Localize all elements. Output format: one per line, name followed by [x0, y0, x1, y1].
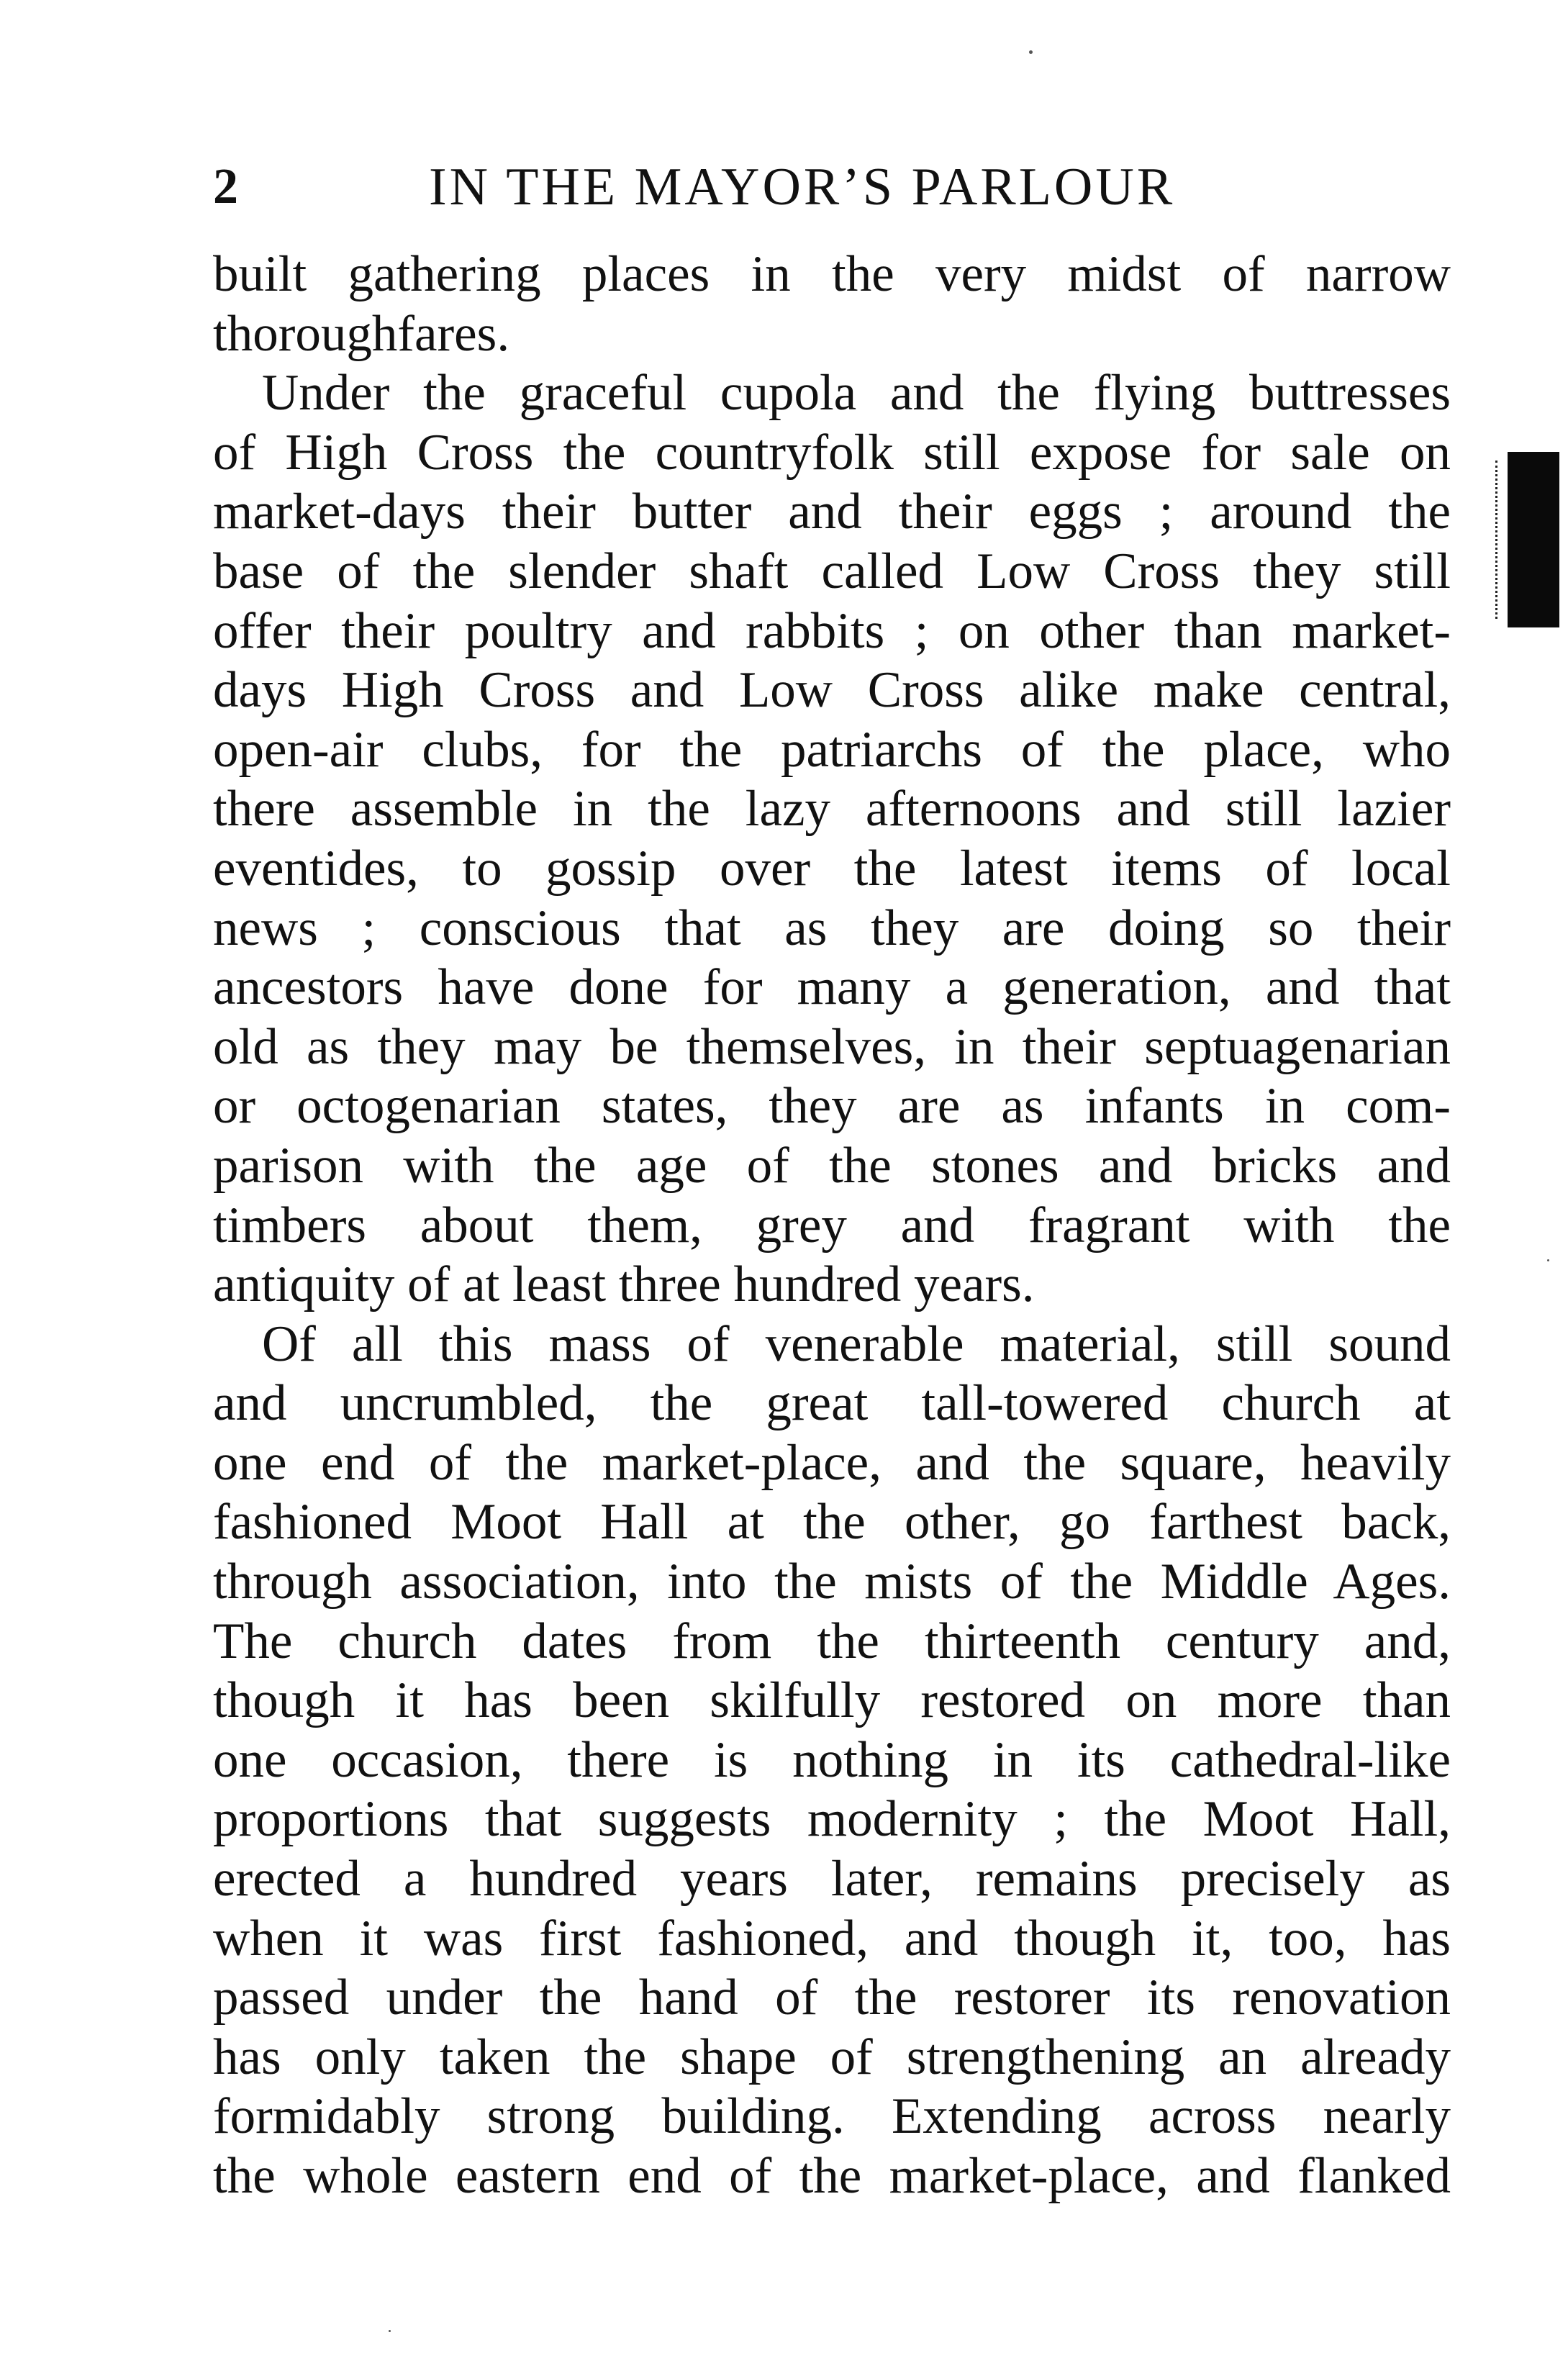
text-line: of High Cross the countryfolk still expose for sale on — [213, 424, 1451, 481]
text-line: days High Cross and Low Cross alike make central, — [213, 662, 1451, 719]
paragraph-first-line: Under the graceful cupola and the flying buttresses — [262, 365, 1451, 422]
body-text — [213, 245, 1451, 2206]
running-head: IN THE MAYOR’S PARLOUR — [429, 158, 1176, 217]
text-line: or octogenarian states, they are as infants in com- — [213, 1078, 1451, 1135]
text-line: one occasion, there is nothing in its cathedral-like — [213, 1731, 1451, 1788]
margin-mark — [1508, 452, 1559, 627]
text-line: the whole eastern end of the market-place, and flanked — [213, 2148, 1451, 2204]
text-line: formidably strong building. Extending across nearly — [213, 2088, 1451, 2145]
text-line: ancestors have done for many a generation, and that — [213, 959, 1451, 1016]
text-line: passed under the hand of the restorer its renovation — [213, 1969, 1451, 2026]
text-line: built gathering places in the very midst of narrow — [213, 246, 1451, 302]
text-line: fashioned Moot Hall at the other, go farthest back, — [213, 1494, 1451, 1551]
text-line: thoroughfares. — [213, 305, 510, 362]
paragraph-first-line: Of all this mass of venerable material, still sound — [262, 1315, 1451, 1372]
page-header — [213, 148, 1451, 227]
page-number: 2 — [213, 159, 238, 214]
text-line: market-days their butter and their eggs ; around the — [213, 484, 1451, 540]
text-line: through association, into the mists of the Middle Ages. — [213, 1554, 1451, 1610]
text-line: has only taken the shape of strengthening an already — [213, 2028, 1451, 2085]
scan-speck — [1029, 50, 1033, 54]
text-line: The church dates from the thirteenth century and, — [213, 1613, 1451, 1669]
text-line: timbers about them, grey and fragrant with the — [213, 1197, 1451, 1253]
text-line: offer their poultry and rabbits ; on other than market- — [213, 602, 1451, 659]
text-line: news ; conscious that as they are doing so their — [213, 899, 1451, 956]
text-line: erected a hundred years later, remains precisely as — [213, 1851, 1451, 1908]
text-line: open-air clubs, for the patriarchs of the place, who — [213, 721, 1451, 778]
text-line: proportions that suggests modernity ; the Moot Hall, — [213, 1791, 1451, 1848]
text-line: when it was first fashioned, and though it, too, has — [213, 1910, 1451, 1967]
margin-mark-edge — [1495, 461, 1503, 619]
text-line: one end of the market-place, and the square, heavily — [213, 1434, 1451, 1491]
text-line: antiquity of at least three hundred years. — [213, 1256, 1035, 1313]
text-line: base of the slender shaft called Low Cross they still — [213, 543, 1451, 599]
text-line: though it has been skilfully restored on more than — [213, 1672, 1451, 1729]
text-line: old as they may be themselves, in their septuagenarian — [213, 1018, 1451, 1075]
text-line: eventides, to gossip over the latest items of local — [213, 840, 1451, 897]
text-line: and uncrumbled, the great tall-towered church at — [213, 1375, 1451, 1432]
text-line: there assemble in the lazy afternoons and still lazier — [213, 781, 1451, 838]
scan-speck — [1547, 1259, 1549, 1261]
scan-speck — [389, 2330, 391, 2332]
text-line: parison with the age of the stones and bricks and — [213, 1137, 1451, 1194]
